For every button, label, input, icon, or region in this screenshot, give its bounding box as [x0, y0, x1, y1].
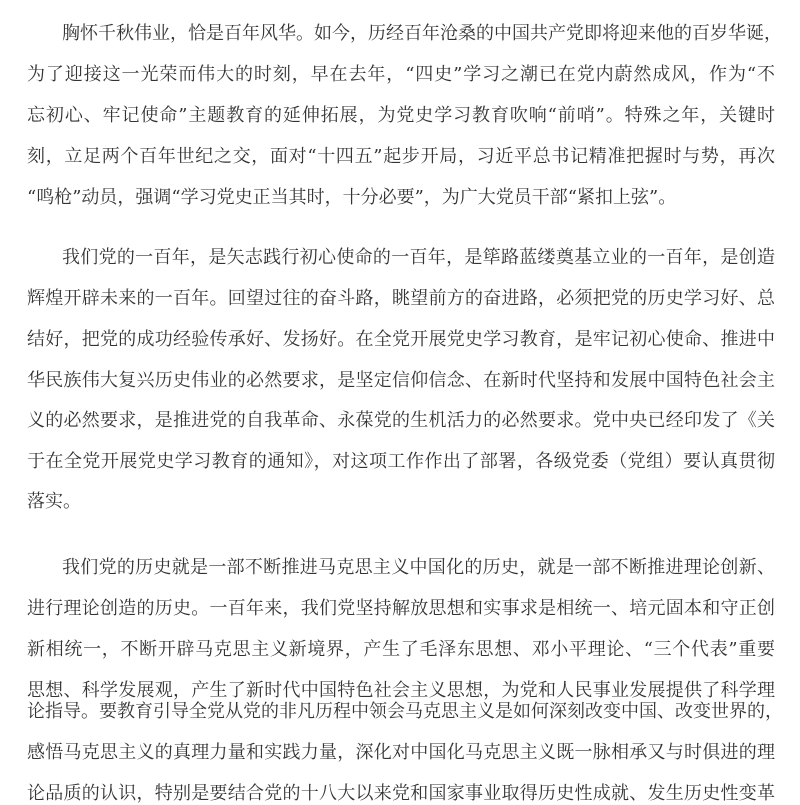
text-line: 于在全党开展党史学习教育的通知》，对这项工作作出了部署，各级党委（党组）要认真贯彻 — [27, 451, 775, 472]
text-line: 思想、科学发展观，产生了新时代中国特色社会主义思想，为党和人民事业发展提供了科学理 — [27, 680, 775, 701]
text-line: 结好，把党的成功经验传承好、发扬好。在全党开展党史学习教育，是牢记初心使命、推进中 — [27, 329, 775, 350]
text-line: 我们党的一百年，是矢志践行初心使命的一百年，是筚路蓝缕奠基立业的一百年，是创造 — [62, 247, 775, 268]
text-line: “鸣枪”动员，强调“学习党史正当其时，十分必要”，为广大党员干部“紧扣上弦”。 — [27, 187, 677, 208]
text-line: 我们党的历史就是一部不断推进马克思主义中国化的历史，就是一部不断推进理论创新、 — [62, 557, 775, 578]
text-line: 胸怀千秋伟业，恰是百年风华。如今，历经百年沧桑的中国共产党即将迎来他的百岁华诞， — [62, 23, 782, 44]
text-line: 新相统一，不断开辟马克思主义新境界，产生了毛泽东思想、邓小平理论、“三个代表”重要 — [27, 639, 775, 660]
text-line: 论品质的认识，特别是要结合党的十八大以来党和国家事业取得历史性成就、发生历史性变革 — [27, 783, 775, 804]
text-line: 义的必然要求，是推进党的自我革命、永葆党的生机活力的必然要求。党中央已经印发了《关 — [27, 410, 775, 431]
text-line: 进行理论创造的历史。一百年来，我们党坚持解放思想和实事求是相统一、培元固本和守正创 — [27, 598, 775, 619]
text-line: 辉煌开辟未来的一百年。回望过往的奋斗路，眺望前方的奋进路，必须把党的历史学习好、总 — [27, 288, 775, 309]
text-line: 华民族伟大复兴历史伟业的必然要求，是坚定信仰信念、在新时代坚持和发展中国特色社会主 — [27, 370, 775, 391]
text-line: 论指导。要教育引导全党从党的非凡历程中领会马克思主义是如何深刻改变中国、改变世界的， — [27, 701, 783, 722]
text-line: 为了迎接这一光荣而伟大的时刻，早在去年，“四史”学习之潮已在党内蔚然成风，作为“不 — [27, 64, 775, 85]
text-line: 感悟马克思主义的真理力量和实践力量，深化对中国化马克思主义既一脉相承又与时俱进的理 — [27, 742, 775, 763]
text-line: 落实。 — [27, 491, 81, 512]
text-line: 忘初心、牢记使命”主题教育的延伸拓展，为党史学习教育吹响“前哨”。特殊之年，关键时 — [27, 105, 775, 126]
text-line: 刻，立足两个百年世纪之交，面对“十四五”起步开局，习近平总书记精准把握时与势，再次 — [27, 146, 775, 167]
